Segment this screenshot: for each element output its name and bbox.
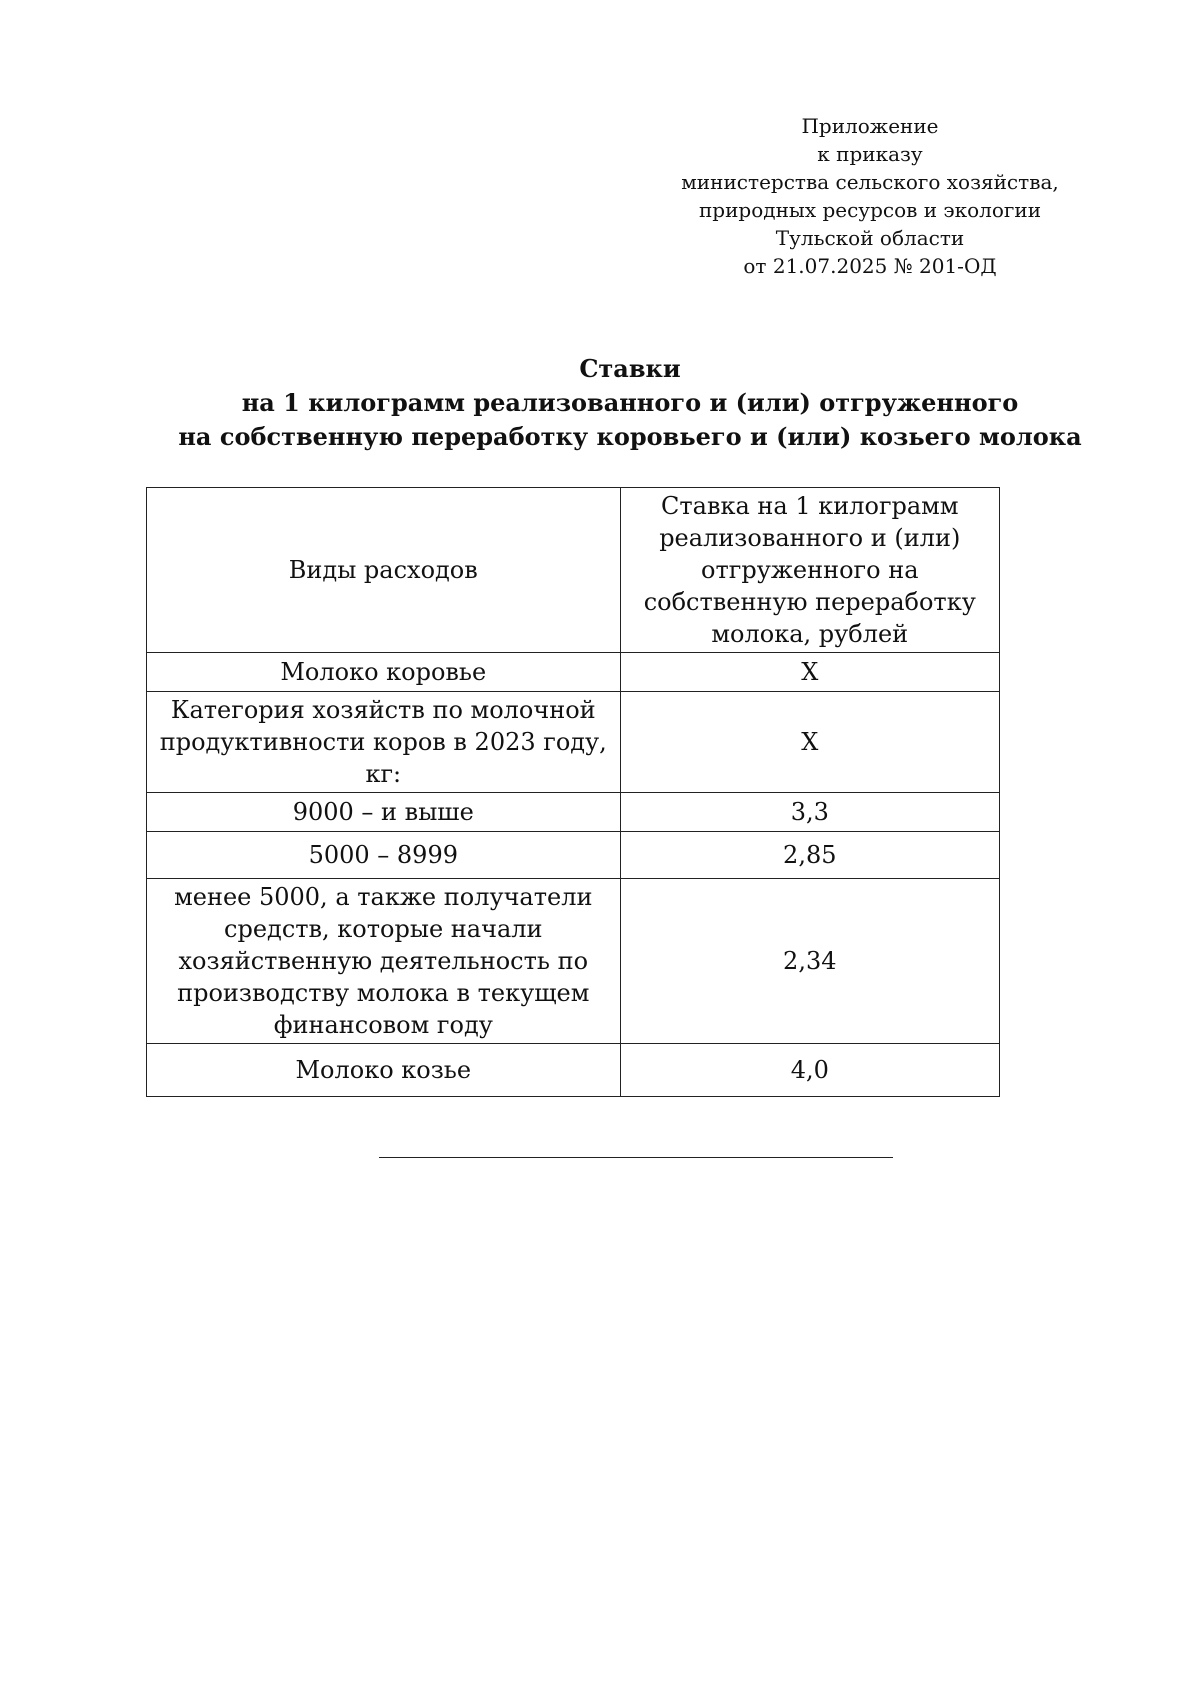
table-header-row (147, 488, 1000, 653)
document-title (120, 352, 1140, 454)
appendix-line: к приказу (817, 142, 923, 166)
table-row (147, 692, 1000, 793)
row-value: Х (620, 692, 999, 793)
row-value: Х (620, 653, 999, 692)
row-value: 4,0 (620, 1044, 999, 1097)
title-line-1: Ставки (579, 354, 681, 383)
table-row (147, 879, 1000, 1044)
title-line-2: на 1 килограмм реализованного и (или) отгруженного (241, 388, 1019, 417)
row-label: Молоко коровье (147, 653, 621, 692)
title-line-3: на собственную переработку коровьего и (или) козьего молока (178, 422, 1082, 451)
rates-table (146, 487, 1000, 1097)
row-value: 2,85 (620, 832, 999, 879)
appendix-line: Тульской области (775, 226, 965, 250)
row-value: 2,34 (620, 879, 999, 1044)
row-label: Категория хозяйств по молочной продуктивности коров в 2023 году, кг: (147, 692, 621, 793)
row-label: менее 5000, а также получатели средств, которые начали хозяйственную деятельность по производству молока в текущем финансовом году (147, 879, 621, 1044)
header-rate: Ставка на 1 килограмм реализованного и (или) отгруженного на собственную переработку молока, рублей (620, 488, 999, 653)
row-value: 3,3 (620, 793, 999, 832)
table-row (147, 1044, 1000, 1097)
header-expense-types: Виды расходов (147, 488, 621, 653)
row-label: Молоко козье (147, 1044, 621, 1097)
appendix-line: министерства сельского хозяйства, (681, 170, 1059, 194)
closing-divider (379, 1157, 893, 1158)
appendix-line: природных ресурсов и экологии (698, 198, 1042, 222)
appendix-line: Приложение (801, 114, 939, 138)
row-label: 9000 – и выше (147, 793, 621, 832)
appendix-note (660, 112, 1080, 280)
table-row (147, 832, 1000, 879)
table-row (147, 793, 1000, 832)
appendix-line: от 21.07.2025 № 201-ОД (743, 254, 997, 278)
table-row (147, 653, 1000, 692)
row-label: 5000 – 8999 (147, 832, 621, 879)
